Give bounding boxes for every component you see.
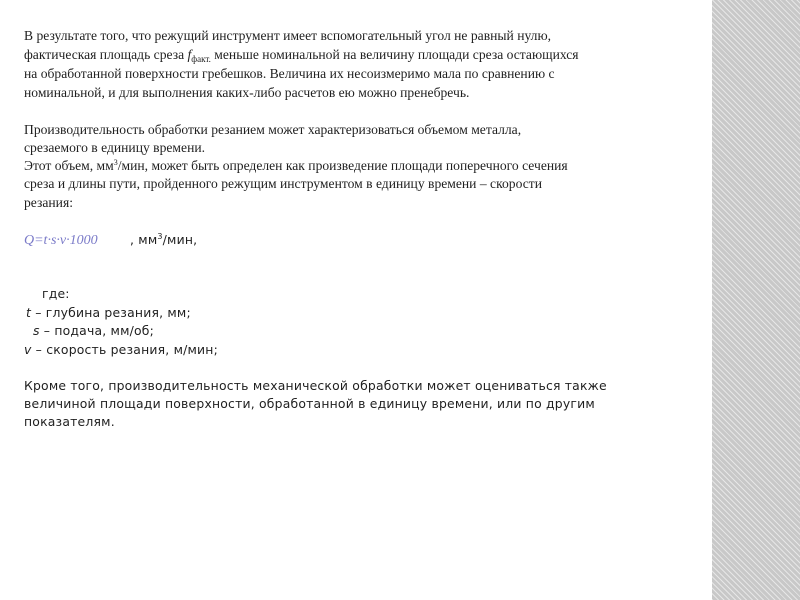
text-segment: – скорость резания, м/мин; [31, 342, 218, 357]
superscript-3: 3 [113, 158, 118, 167]
legend-where: где: [42, 286, 70, 301]
paragraph-1-line-4: номинальной, и для выполнения каких-либо расчетов ею можно пренебречь. [24, 85, 470, 100]
legend-v [24, 342, 218, 357]
paragraph-3-line-2: величиной площади поверхности, обработанной в единицу времени, или по другим [24, 396, 595, 411]
text-segment: , мм [130, 232, 158, 247]
variable-t: t [26, 305, 32, 320]
paragraph-3-line-1: Кроме того, производительность механической обработки может оцениваться также [24, 378, 607, 393]
paragraph-1-line-2 [24, 47, 579, 64]
formula-image [24, 230, 128, 248]
paragraph-3-line-3: показателям. [24, 414, 115, 429]
text-segment: Этот объем, мм [24, 158, 114, 173]
paragraph-2-line-1: Производительность обработки резанием может характеризоваться объемом металла, [24, 122, 522, 137]
paragraph-1-line-1: В результате того, что режущий инструмент имеет вспомогательный угол не равный нулю, [24, 28, 552, 43]
variable-s: s [33, 323, 40, 338]
paragraph-1-line-3: на обработанной поверхности гребешков. Величина их несоизмеримо мала по сравнению с [24, 66, 555, 81]
paragraph-2-line-5: резания: [24, 195, 73, 210]
text-segment: /мин, [162, 232, 198, 247]
superscript-3: 3 [157, 232, 163, 241]
formula-unit [130, 232, 197, 247]
variable-v: v [24, 342, 32, 357]
paragraph-2-line-4: среза и длины пути, пройденного режущим инструментом в единицу времени – скорости [24, 176, 542, 191]
text-segment: – подача, мм/об; [39, 323, 155, 338]
text-segment: – глубина резания, мм; [31, 305, 191, 320]
text-segment: меньше номинальной на величину площади среза остающихся [210, 47, 579, 62]
text-segment: /мин, может быть определен как произведение площади поперечного сечения [117, 158, 568, 173]
formula-expression: Q=t·s·v·1000 [24, 233, 98, 248]
subscript-fact: факт. [191, 54, 211, 64]
decorative-side-stripe [712, 0, 800, 600]
legend-t [26, 305, 191, 320]
paragraph-2-line-2: срезаемого в единицу времени. [24, 140, 206, 155]
variable-f: f [187, 47, 192, 62]
legend-s [33, 323, 154, 338]
paragraph-2-line-3 [24, 158, 568, 174]
text-segment: фактическая площадь среза [24, 47, 188, 62]
